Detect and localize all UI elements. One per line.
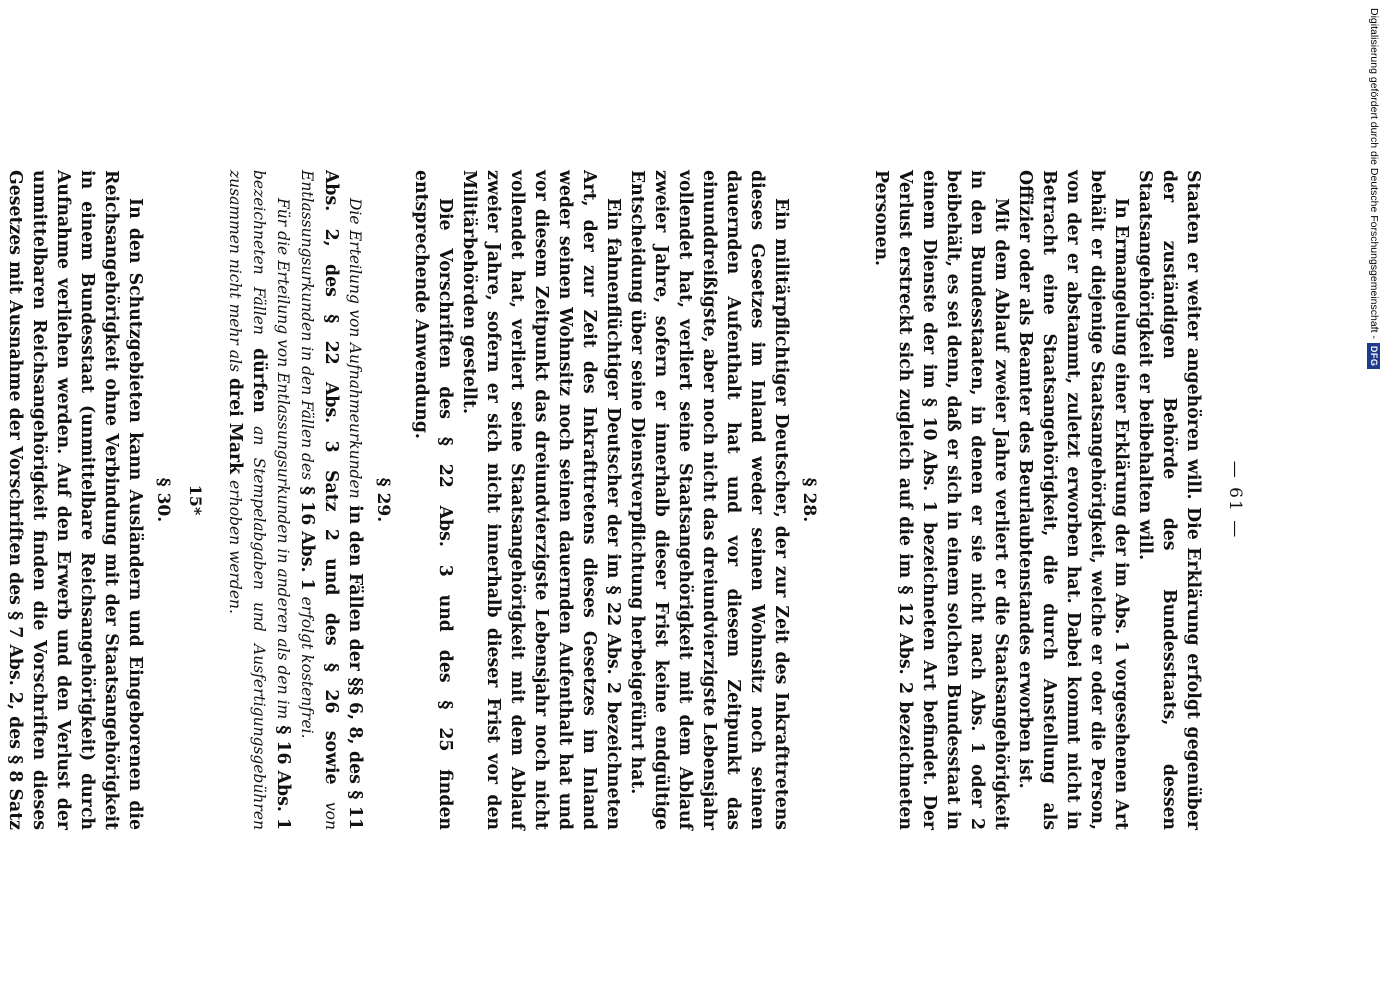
paragraph-continuation: Staaten er weiter angehören will. Die Erklärung erfolgt gegenüber der zuständigen Behörde des Bundesstaats, dessen Staatsangehörigkeit er beibehalten will. xyxy=(1135,170,1203,830)
s29-p1-part-d: § 16 Abs. 1 xyxy=(297,486,317,591)
s29-p1-part-a: Die Erteilung von Aufnahmeurkunden xyxy=(346,198,364,499)
s29-p2-part-d: dürfen xyxy=(249,348,269,413)
rotated-page xyxy=(5,170,1245,830)
s29-p2-part-b: § 16 Abs. 1 xyxy=(273,725,293,830)
section-30-paragraph-1: In den Schutzgebieten kann Ausländern und Eingeborenen die Reichsangehörigkeit ohne Verbindung mit der Staatsangehörigkeit in einem Bundesstaat (unmittelbare Reichsangehörigkeit) durch Aufnahme verliehen werden. Auf den Erwerb und den Verlust der unmittelbaren Reichsangehörigkeit finden die Vorschriften dieses Gesetzes mit Ausnahme der Vorschriften des § 7 Abs. 2, des § 8 Satz xyxy=(5,170,145,830)
body-text xyxy=(0,170,1205,830)
page-content xyxy=(5,170,1245,830)
s29-p2-part-f: drei Mark xyxy=(225,377,245,475)
s29-p1-part-b: in den Fällen der §§ 6, 8, des § 11 Abs. 2, des § 22 Abs. 3 Satz 2 und des § 26 sowie xyxy=(321,170,365,830)
s29-p2-part-c: bezeichneten Fällen xyxy=(250,170,268,335)
s29-p1-part-c: von Entlassungsurkunden in den Fällen des xyxy=(298,170,340,830)
dfg-logo: DFG xyxy=(1368,343,1381,370)
paragraph-absatz-2: In Ermangelung einer Erklärung der im Abs. 1 vorgesehenen Art behält er diejenige Staatsangehörigkeit, welche er oder die Person, von der er abstammt, zuletzt erworben hat. Dabei kommt nicht in Betracht eine Staatsangehörigkeit, die durch Anstellung als Offizier oder als Beamter des Beurlaubtenstandes erworben ist. xyxy=(1015,170,1131,830)
section-28-paragraph-2: Ein fahnenflüchtiger Deutscher der im § 22 Abs. 2 bezeichneten Art, der zur Zeit des Inkrafttretens dieses Gesetzes im Inland weder seinen Wohnsitz noch seinen dauernden Aufenthalt hat und vor diesem Zeitpunkt das dreiundvierzigste Lebensjahr noch nicht vollendet hat, verliert seine Staatsangehörigkeit mit dem Ablauf zweier Jahre, sofern er sich nicht innerhalb dieser Frist vor den Militärbehörden gestellt. xyxy=(459,170,623,830)
s29-p1-part-e: erfolgt kostenfrei. xyxy=(298,596,316,739)
section-29-heading: § 29. xyxy=(373,477,393,523)
digitization-credit xyxy=(1366,8,1382,393)
section-30-heading: § 30. xyxy=(153,477,173,523)
page-number: — 61 — xyxy=(1225,460,1245,540)
sheet-signature: 15* xyxy=(186,484,205,516)
s29-p2-part-a: Für die Erteilung von Entlassungsurkunden in anderen als den im xyxy=(274,198,292,720)
s29-p2-part-e: an Stempelabgaben und Ausfertigungsgebühren zusammen nicht mehr als xyxy=(226,170,268,830)
section-28-heading: § 28. xyxy=(799,477,819,523)
credit-text: Digitalisierung gefördert durch die Deutsche Forschungsgemeinschaft - xyxy=(1368,8,1380,339)
s29-p2-part-g: erhoben werden. xyxy=(226,480,244,614)
section-29-paragraph-2 xyxy=(223,170,295,830)
section-28-paragraph-1: Ein militärpflichtiger Deutscher, der zur Zeit des Inkrafttretens dieses Gesetzes im Inland weder seinen Wohnsitz noch seinen dauernden Aufenthalt hat und vor diesem Zeitpunkt das einunddreißigste, aber noch nicht das dreiundvierzigste Lebensjahr vollendet hat, verliert seine Staatsangehörigkeit mit dem Ablauf zweier Jahre, sofern er innerhalb dieser Frist keine endgültige Entscheidung über seine Dienstverpflichtung herbeigeführt hat. xyxy=(627,170,791,830)
paragraph-absatz-3: Mit dem Ablauf zweier Jahre verliert er die Staatsangehörigkeit in den Bundesstaaten, in denen er sie nicht nach Abs. 1 oder 2 beibehält, es sei denn, daß er sich in einem solchen Bundesstaat in einem Dienste der im § 10 Abs. 1 bezeichneten Art befindet. Der Verlust erstreckt sich zugleich auf die im § 12 Abs. 2 bezeichneten Personen. xyxy=(871,170,1011,830)
section-28-paragraph-3: Die Vorschriften des § 22 Abs. 3 und des § 25 finden entsprechende Anwendung. xyxy=(411,170,455,830)
credit-line xyxy=(1366,8,1382,393)
section-29-paragraph-1 xyxy=(295,170,367,830)
